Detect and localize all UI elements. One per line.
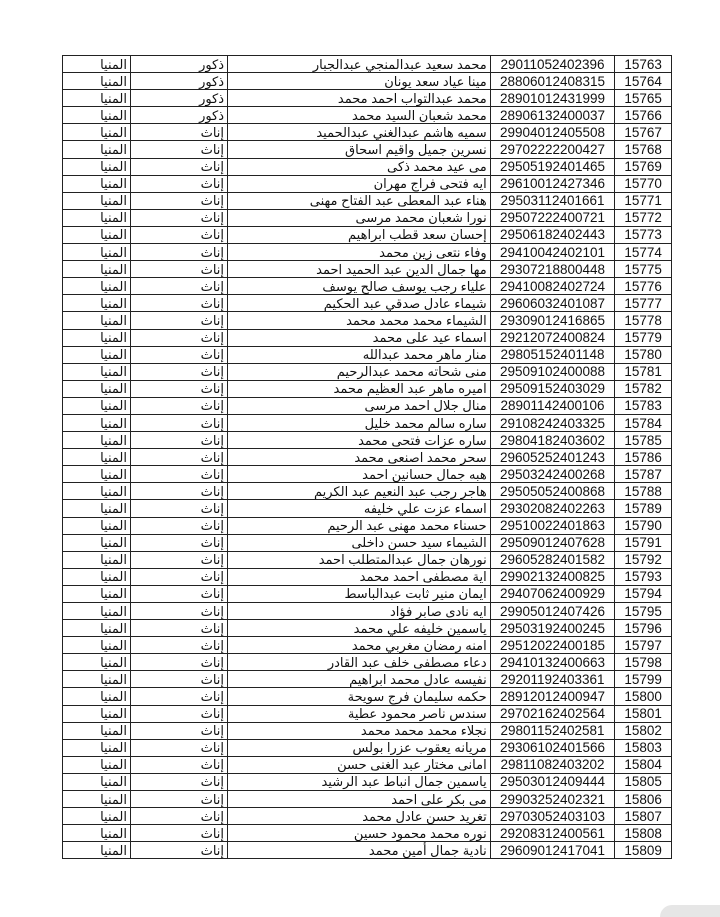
governorate-cell: المنيا	[63, 346, 131, 363]
table-row	[63, 825, 672, 842]
governorate-cell: المنيا	[63, 637, 131, 654]
table-row	[63, 637, 672, 654]
name-cell: هناء عبد المعطى عبد الفتاح مهنى	[228, 192, 491, 209]
name-cell: تغريد حسن عادل محمد	[228, 808, 491, 825]
national-id-cell: 29505192401465	[490, 158, 615, 175]
national-id-cell: 29201192403361	[490, 671, 615, 688]
serial-number-cell: 15774	[615, 244, 672, 261]
national-id-cell: 29703052403103	[490, 808, 615, 825]
name-cell: امانى مختار عبد الغنى حسن	[228, 756, 491, 773]
gender-cell: إناث	[130, 209, 227, 226]
national-id-cell: 29309012416865	[490, 312, 615, 329]
national-id-cell: 29108242403325	[490, 414, 615, 431]
serial-number-cell: 15772	[615, 209, 672, 226]
serial-number-cell: 15786	[615, 449, 672, 466]
gender-cell: إناث	[130, 756, 227, 773]
governorate-cell: المنيا	[63, 295, 131, 312]
serial-number-cell: 15776	[615, 278, 672, 295]
national-id-cell: 29605282401582	[490, 551, 615, 568]
table-row	[63, 517, 672, 534]
name-cell: منى شحاته محمد عبدالرحيم	[228, 363, 491, 380]
governorate-cell: المنيا	[63, 449, 131, 466]
gender-cell: إناث	[130, 124, 227, 141]
serial-number-cell: 15796	[615, 620, 672, 637]
national-id-cell: 29509152403029	[490, 380, 615, 397]
national-id-cell: 29410082402724	[490, 278, 615, 295]
serial-number-cell: 15775	[615, 261, 672, 278]
name-cell: محمد عبدالتواب احمد محمد	[228, 90, 491, 107]
governorate-cell: المنيا	[63, 773, 131, 790]
national-id-cell: 29306102401566	[490, 739, 615, 756]
serial-number-cell: 15791	[615, 534, 672, 551]
name-cell: ساره سالم محمد خليل	[228, 414, 491, 431]
gender-cell: إناث	[130, 414, 227, 431]
gender-cell: إناث	[130, 278, 227, 295]
national-id-cell: 28912012400947	[490, 688, 615, 705]
gender-cell: إناث	[130, 739, 227, 756]
national-id-cell: 29011052402396	[490, 56, 615, 73]
national-id-cell: 29905012407426	[490, 603, 615, 620]
serial-number-cell: 15782	[615, 380, 672, 397]
name-cell: محمد سعيد عبدالمنجي عبدالجبار	[228, 56, 491, 73]
table-row	[63, 756, 672, 773]
governorate-cell: المنيا	[63, 90, 131, 107]
governorate-cell: المنيا	[63, 261, 131, 278]
name-cell: وفاء نتعى زين محمد	[228, 244, 491, 261]
gender-cell: ذكور	[130, 107, 227, 124]
gender-cell: إناث	[130, 773, 227, 790]
serial-number-cell: 15780	[615, 346, 672, 363]
gender-cell: إناث	[130, 688, 227, 705]
gender-cell: إناث	[130, 466, 227, 483]
national-id-cell: 29804182403602	[490, 432, 615, 449]
table-row	[63, 551, 672, 568]
gender-cell: إناث	[130, 585, 227, 602]
name-cell: الشيماء محمد محمد محمد	[228, 312, 491, 329]
table-row	[63, 500, 672, 517]
governorate-cell: المنيا	[63, 414, 131, 431]
serial-number-cell: 15765	[615, 90, 672, 107]
governorate-cell: المنيا	[63, 517, 131, 534]
name-cell: سميه هاشم عبدالغني عبدالحميد	[228, 124, 491, 141]
gender-cell: إناث	[130, 141, 227, 158]
serial-number-cell: 15778	[615, 312, 672, 329]
national-id-cell: 29902132400825	[490, 568, 615, 585]
table-row	[63, 73, 672, 90]
table-row	[63, 432, 672, 449]
serial-number-cell: 15797	[615, 637, 672, 654]
name-cell: سحر محمد اصنعى محمد	[228, 449, 491, 466]
gender-cell: إناث	[130, 449, 227, 466]
table-row	[63, 808, 672, 825]
national-id-cell: 29505052400868	[490, 483, 615, 500]
governorate-cell: المنيا	[63, 603, 131, 620]
governorate-cell: المنيا	[63, 432, 131, 449]
table-row	[63, 671, 672, 688]
governorate-cell: المنيا	[63, 585, 131, 602]
gender-cell: إناث	[130, 705, 227, 722]
table-row	[63, 739, 672, 756]
serial-number-cell: 15808	[615, 825, 672, 842]
national-id-cell: 29610012427346	[490, 175, 615, 192]
gender-cell: إناث	[130, 517, 227, 534]
national-id-cell: 29208312400561	[490, 825, 615, 842]
table-row	[63, 380, 672, 397]
governorate-cell: المنيا	[63, 192, 131, 209]
serial-number-cell: 15802	[615, 722, 672, 739]
national-id-cell: 29410042402101	[490, 244, 615, 261]
serial-number-cell: 15785	[615, 432, 672, 449]
table-row	[63, 585, 672, 602]
national-id-cell: 29503192400245	[490, 620, 615, 637]
name-cell: اسماء عيد على محمد	[228, 329, 491, 346]
serial-number-cell: 15768	[615, 141, 672, 158]
gender-cell: إناث	[130, 261, 227, 278]
name-cell: نوره محمد محمود حسين	[228, 825, 491, 842]
national-id-cell: 29903252402321	[490, 791, 615, 808]
national-id-cell: 29904012405508	[490, 124, 615, 141]
name-cell: ايه نادى صابر فؤاد	[228, 603, 491, 620]
governorate-cell: المنيا	[63, 312, 131, 329]
governorate-cell: المنيا	[63, 73, 131, 90]
national-id-cell: 29212072400824	[490, 329, 615, 346]
governorate-cell: المنيا	[63, 671, 131, 688]
serial-number-cell: 15790	[615, 517, 672, 534]
serial-number-cell: 15773	[615, 226, 672, 243]
gender-cell: إناث	[130, 312, 227, 329]
table-row	[63, 791, 672, 808]
governorate-cell: المنيا	[63, 244, 131, 261]
name-cell: مى عيد محمد ذكى	[228, 158, 491, 175]
gender-cell: إناث	[130, 380, 227, 397]
national-id-cell: 29307218800448	[490, 261, 615, 278]
gender-cell: إناث	[130, 175, 227, 192]
gender-cell: إناث	[130, 500, 227, 517]
table-row	[63, 124, 672, 141]
serial-number-cell: 15803	[615, 739, 672, 756]
national-id-cell: 29503112401661	[490, 192, 615, 209]
gender-cell: إناث	[130, 363, 227, 380]
serial-number-cell: 15792	[615, 551, 672, 568]
table-row	[63, 192, 672, 209]
table-row	[63, 773, 672, 790]
gender-cell: إناث	[130, 551, 227, 568]
table-row	[63, 107, 672, 124]
serial-number-cell: 15799	[615, 671, 672, 688]
table-row	[63, 842, 672, 859]
national-id-cell: 29811082403202	[490, 756, 615, 773]
table-row	[63, 363, 672, 380]
name-cell: دعاء مصطفى خلف عبد القادر	[228, 654, 491, 671]
serial-number-cell: 15788	[615, 483, 672, 500]
table-row	[63, 261, 672, 278]
name-cell: ايه فتحى فراج مهران	[228, 175, 491, 192]
gender-cell: إناث	[130, 483, 227, 500]
gender-cell: إناث	[130, 671, 227, 688]
table-row	[63, 312, 672, 329]
serial-number-cell: 15804	[615, 756, 672, 773]
table-row	[63, 705, 672, 722]
gender-cell: ذكور	[130, 56, 227, 73]
serial-number-cell: 15787	[615, 466, 672, 483]
governorate-cell: المنيا	[63, 278, 131, 295]
governorate-cell: المنيا	[63, 363, 131, 380]
table-row	[63, 654, 672, 671]
table-row	[63, 329, 672, 346]
serial-number-cell: 15769	[615, 158, 672, 175]
serial-number-cell: 15779	[615, 329, 672, 346]
governorate-cell: المنيا	[63, 534, 131, 551]
serial-number-cell: 15771	[615, 192, 672, 209]
table-row	[63, 688, 672, 705]
governorate-cell: المنيا	[63, 158, 131, 175]
table-row	[63, 209, 672, 226]
national-id-cell: 29407062400929	[490, 585, 615, 602]
national-id-cell: 29410132400663	[490, 654, 615, 671]
name-cell: مها جمال الدين عبد الحميد احمد	[228, 261, 491, 278]
table-row	[63, 295, 672, 312]
table-row	[63, 141, 672, 158]
name-cell: منار ماهر محمد عبدالله	[228, 346, 491, 363]
governorate-cell: المنيا	[63, 620, 131, 637]
name-cell: مينا عياد سعد يونان	[228, 73, 491, 90]
governorate-cell: المنيا	[63, 397, 131, 414]
serial-number-cell: 15793	[615, 568, 672, 585]
governorate-cell: المنيا	[63, 107, 131, 124]
governorate-cell: المنيا	[63, 124, 131, 141]
governorate-cell: المنيا	[63, 141, 131, 158]
national-id-cell: 29503012409444	[490, 773, 615, 790]
national-id-cell: 29702222200427	[490, 141, 615, 158]
name-cell: محمد شعبان السيد محمد	[228, 107, 491, 124]
name-cell: مى بكر على احمد	[228, 791, 491, 808]
name-cell: منال جلال احمد مرسى	[228, 397, 491, 414]
name-cell: نجلاء محمد محمد محمد	[228, 722, 491, 739]
gender-cell: إناث	[130, 654, 227, 671]
name-cell: اسماء عزت علي خليفه	[228, 500, 491, 517]
gender-cell: إناث	[130, 346, 227, 363]
table-row	[63, 603, 672, 620]
gender-cell: إناث	[130, 295, 227, 312]
name-cell: هبه جمال حسانين احمد	[228, 466, 491, 483]
national-id-cell: 29702162402564	[490, 705, 615, 722]
serial-number-cell: 15807	[615, 808, 672, 825]
name-cell: الشيماء سيد حسن داخلى	[228, 534, 491, 551]
table-row	[63, 158, 672, 175]
serial-number-cell: 15794	[615, 585, 672, 602]
gender-cell: إناث	[130, 568, 227, 585]
table-row	[63, 722, 672, 739]
serial-number-cell: 15795	[615, 603, 672, 620]
governorate-cell: المنيا	[63, 500, 131, 517]
national-id-cell: 29302082402263	[490, 500, 615, 517]
name-cell: حسناء محمد مهنى عبد الرحيم	[228, 517, 491, 534]
national-id-cell: 29606032401087	[490, 295, 615, 312]
name-cell: نورهان جمال عبدالمتطلب احمد	[228, 551, 491, 568]
gender-cell: إناث	[130, 637, 227, 654]
name-cell: هاجر رجب عبد النعيم عبد الكريم	[228, 483, 491, 500]
table-row	[63, 483, 672, 500]
governorate-cell: المنيا	[63, 825, 131, 842]
name-cell: ايمان منير ثابت عبدالباسط	[228, 585, 491, 602]
governorate-cell: المنيا	[63, 226, 131, 243]
national-id-cell: 29503242400268	[490, 466, 615, 483]
name-cell: اية مصطفى احمد محمد	[228, 568, 491, 585]
name-cell: سندس ناصر محمود عطية	[228, 705, 491, 722]
gender-cell: إناث	[130, 329, 227, 346]
name-cell: اميره ماهر عبد العظيم محمد	[228, 380, 491, 397]
name-cell: إحسان سعد قطب ابراهيم	[228, 226, 491, 243]
national-id-cell: 29801152402581	[490, 722, 615, 739]
table-row	[63, 414, 672, 431]
table-row	[63, 278, 672, 295]
gender-cell: إناث	[130, 620, 227, 637]
gender-cell: إناث	[130, 842, 227, 859]
governorate-cell: المنيا	[63, 175, 131, 192]
name-cell: علياء رجب يوسف صالح يوسف	[228, 278, 491, 295]
records-table-body	[63, 56, 672, 859]
national-id-cell: 29506182402443	[490, 226, 615, 243]
gender-cell: إناث	[130, 808, 227, 825]
table-row	[63, 226, 672, 243]
serial-number-cell: 15781	[615, 363, 672, 380]
serial-number-cell: 15784	[615, 414, 672, 431]
gender-cell: إناث	[130, 791, 227, 808]
serial-number-cell: 15770	[615, 175, 672, 192]
national-id-cell: 29509102400088	[490, 363, 615, 380]
name-cell: نورا شعبان محمد مرسى	[228, 209, 491, 226]
gender-cell: ذكور	[130, 73, 227, 90]
national-id-cell: 29805152401148	[490, 346, 615, 363]
serial-number-cell: 15767	[615, 124, 672, 141]
governorate-cell: المنيا	[63, 791, 131, 808]
serial-number-cell: 15783	[615, 397, 672, 414]
governorate-cell: المنيا	[63, 329, 131, 346]
governorate-cell: المنيا	[63, 568, 131, 585]
name-cell: حكمه سليمان فرج سويحة	[228, 688, 491, 705]
table-row	[63, 175, 672, 192]
national-id-cell: 28806012408315	[490, 73, 615, 90]
name-cell: ساره عزات فتحى محمد	[228, 432, 491, 449]
gender-cell: إناث	[130, 397, 227, 414]
governorate-cell: المنيا	[63, 756, 131, 773]
table-row	[63, 397, 672, 414]
national-id-cell: 29605252401243	[490, 449, 615, 466]
name-cell: نفيسه عادل محمد ابراهيم	[228, 671, 491, 688]
national-id-cell: 29510022401863	[490, 517, 615, 534]
governorate-cell: المنيا	[63, 705, 131, 722]
governorate-cell: المنيا	[63, 739, 131, 756]
national-id-cell: 29509012407628	[490, 534, 615, 551]
gender-cell: إناث	[130, 158, 227, 175]
serial-number-cell: 15809	[615, 842, 672, 859]
gender-cell: إناث	[130, 603, 227, 620]
national-id-cell: 28901012431999	[490, 90, 615, 107]
national-id-cell: 28901142400106	[490, 397, 615, 414]
table-row	[63, 620, 672, 637]
national-id-cell: 29507222400721	[490, 209, 615, 226]
national-id-cell: 29512022400185	[490, 637, 615, 654]
serial-number-cell: 15777	[615, 295, 672, 312]
serial-number-cell: 15801	[615, 705, 672, 722]
records-table	[62, 55, 672, 859]
table-row	[63, 244, 672, 261]
gender-cell: إناث	[130, 534, 227, 551]
serial-number-cell: 15763	[615, 56, 672, 73]
name-cell: امنه رمضان مغربي محمد	[228, 637, 491, 654]
table-row	[63, 568, 672, 585]
name-cell: ياسمين خليفه علي محمد	[228, 620, 491, 637]
serial-number-cell: 15805	[615, 773, 672, 790]
table-row	[63, 346, 672, 363]
table-row	[63, 466, 672, 483]
serial-number-cell: 15806	[615, 791, 672, 808]
name-cell: شيماء عادل صدقي عبد الحكيم	[228, 295, 491, 312]
table-row	[63, 534, 672, 551]
gender-cell: إناث	[130, 192, 227, 209]
governorate-cell: المنيا	[63, 380, 131, 397]
gender-cell: إناث	[130, 244, 227, 261]
national-id-cell: 29609012417041	[490, 842, 615, 859]
table-row	[63, 90, 672, 107]
table-row	[63, 56, 672, 73]
name-cell: ياسمين جمال انباط عبد الرشيد	[228, 773, 491, 790]
gender-cell: إناث	[130, 226, 227, 243]
gender-cell: إناث	[130, 432, 227, 449]
serial-number-cell: 15798	[615, 654, 672, 671]
serial-number-cell: 15766	[615, 107, 672, 124]
governorate-cell: المنيا	[63, 483, 131, 500]
serial-number-cell: 15800	[615, 688, 672, 705]
governorate-cell: المنيا	[63, 56, 131, 73]
governorate-cell: المنيا	[63, 466, 131, 483]
governorate-cell: المنيا	[63, 551, 131, 568]
gender-cell: ذكور	[130, 90, 227, 107]
name-cell: نادية جمال أمين محمد	[228, 842, 491, 859]
governorate-cell: المنيا	[63, 842, 131, 859]
national-id-cell: 28906132400037	[490, 107, 615, 124]
governorate-cell: المنيا	[63, 808, 131, 825]
serial-number-cell: 15789	[615, 500, 672, 517]
governorate-cell: المنيا	[63, 688, 131, 705]
governorate-cell: المنيا	[63, 209, 131, 226]
serial-number-cell: 15764	[615, 73, 672, 90]
page-corner-shadow	[660, 905, 720, 917]
table-row	[63, 449, 672, 466]
name-cell: مريانه يعقوب عزرا بولس	[228, 739, 491, 756]
gender-cell: إناث	[130, 825, 227, 842]
name-cell: نسرين جميل واقيم اسحاق	[228, 141, 491, 158]
governorate-cell: المنيا	[63, 654, 131, 671]
governorate-cell: المنيا	[63, 722, 131, 739]
gender-cell: إناث	[130, 722, 227, 739]
